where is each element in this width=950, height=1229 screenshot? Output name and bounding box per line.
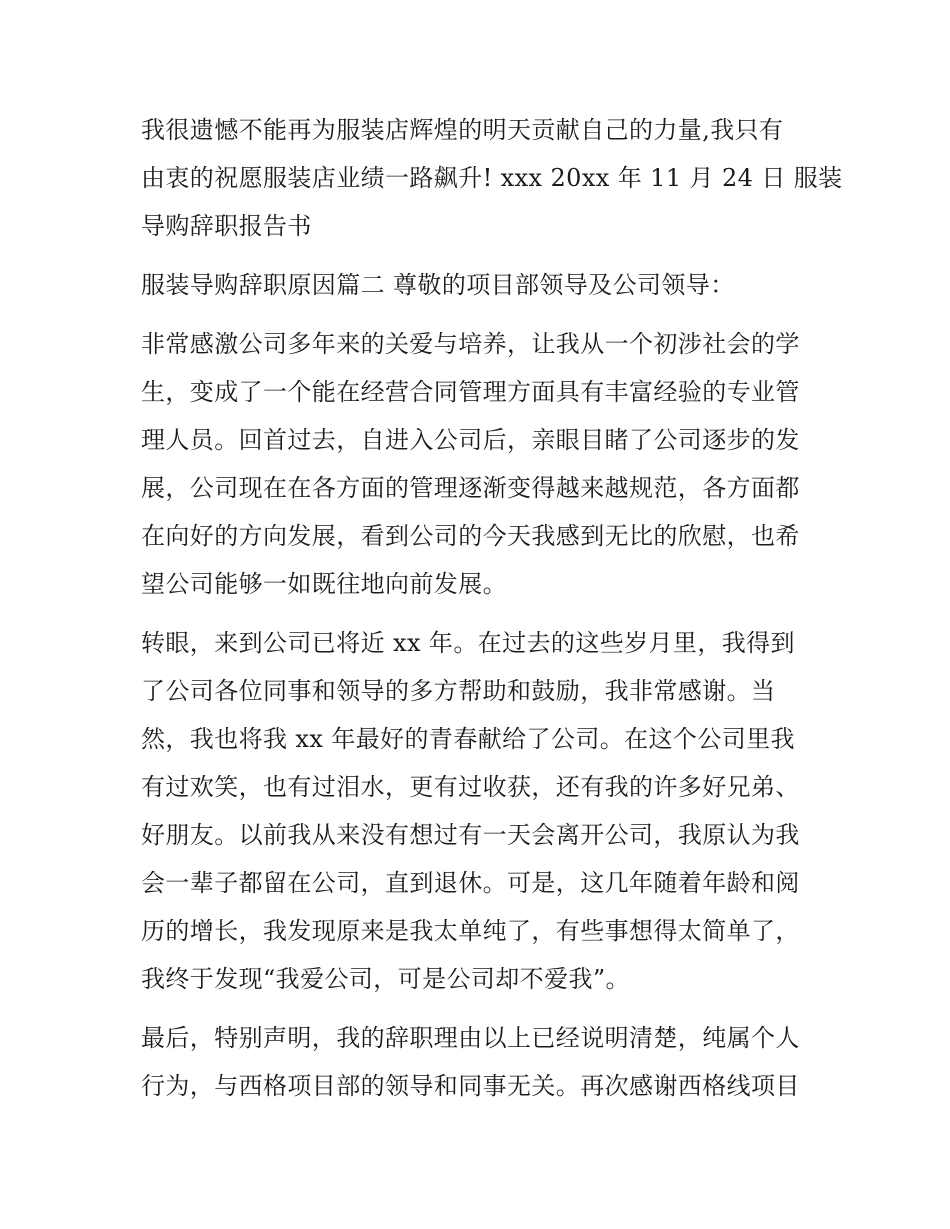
text-line: 我很遗憾不能再为服装店辉煌的明天贡献自己的力量,我只有 (141, 116, 784, 144)
text-line: 导购辞职报告书 (141, 212, 312, 240)
text-line: 转眼，来到公司已将近 xx 年。在过去的这些岁月里，我得到 (141, 629, 795, 657)
text-line: 生，变成了一个能在经营合同管理方面具有丰富经验的专业管 (141, 378, 800, 406)
text-line: 历的增长，我发现原来是我太单纯了，有些事想得太简单了， (141, 917, 800, 945)
text-line: 理人员。回首过去，自进入公司后，亲眼目睹了公司逐步的发 (141, 426, 800, 454)
text-line: 我终于发现“我爱公司，可是公司却不爱我”。 (141, 965, 630, 993)
text-line: 由衷的祝愿服装店业绩一路飙升! xxx 20xx 年 11 月 24 日 服装 (141, 164, 843, 192)
text-line: 行为，与西格项目部的领导和同事无关。再次感谢西格线项目 (141, 1072, 800, 1100)
text-line: 展，公司现在在各方面的管理逐渐变得越来越规范，各方面都 (141, 474, 800, 502)
text-line: 然，我也将我 xx 年最好的青春献给了公司。在这个公司里我 (141, 725, 795, 753)
text-line: 会一辈子都留在公司，直到退休。可是，这几年随着年龄和阅 (141, 869, 800, 897)
section-heading-line: 服装导购辞职原因篇二 尊敬的项目部领导及公司领导： (141, 271, 735, 299)
text-line: 在向好的方向发展，看到公司的今天我感到无比的欣慰，也希 (141, 522, 800, 550)
document-body (141, 106, 843, 1110)
text-line: 望公司能够一如既往地向前发展。 (141, 570, 507, 598)
text-line: 了公司各位同事和领导的多方帮助和鼓励，我非常感谢。当 (141, 677, 776, 705)
text-line: 非常感激公司多年来的关爱与培养，让我从一个初涉社会的学 (141, 330, 800, 358)
text-line: 好朋友。以前我从来没有想过有一天会离开公司，我原认为我 (141, 821, 800, 849)
text-line: 有过欢笑，也有过泪水，更有过收获，还有我的许多好兄弟、 (141, 773, 800, 801)
text-line: 最后，特别声明，我的辞职理由以上已经说明清楚，纯属个人 (141, 1024, 800, 1052)
